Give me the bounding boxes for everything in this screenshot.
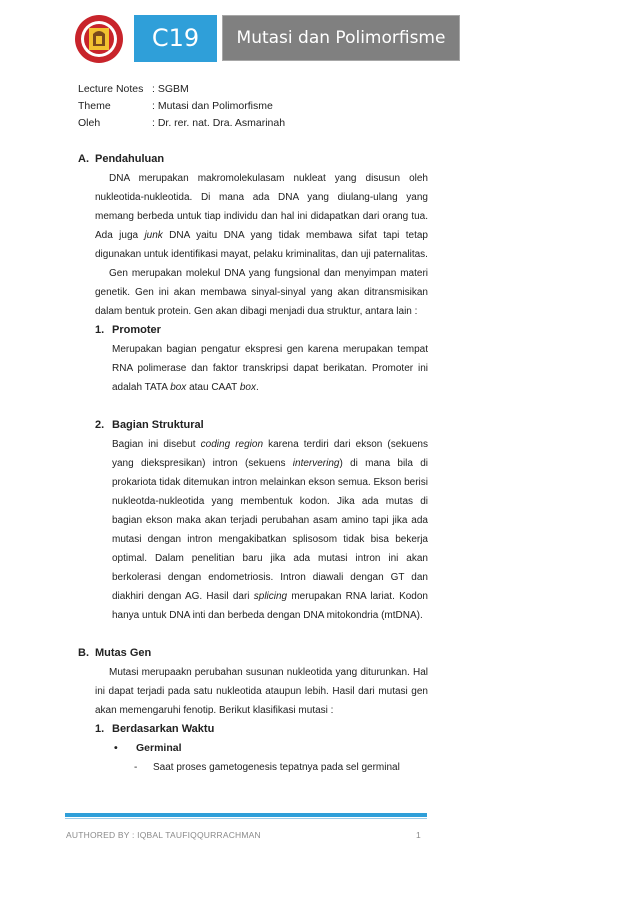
section-b-paragraph-1: Mutasi merupaakn perubahan susunan nukleotida yang diturunkan. Hal ini dapat terjadi pada satu nukleotida ataupun lebih. Hasil dari mutasi gen akan memengaruhi fenotip. Berikut klasifikasi mutasi :	[95, 667, 428, 716]
subsection-promoter-heading	[78, 321, 428, 340]
subsection-number: 1.	[95, 723, 105, 735]
subsection-number: 1.	[95, 324, 105, 336]
document-body	[78, 150, 428, 777]
chapter-title-box: Mutasi dan Polimorfisme	[222, 15, 460, 61]
subsection-promoter-text: Merupakan bagian pengatur ekspresi gen karena merupakan tempat RNA polimerase dan faktor transkripsi dapat berikatan. Promoter ini adalah TATA box atau CAAT box.	[112, 344, 428, 393]
meta-key: Theme	[78, 100, 111, 112]
meta-row-author	[78, 115, 285, 132]
section-b-heading	[78, 644, 428, 663]
bullet-text: Germinal	[136, 742, 182, 754]
meta-value: : SGBM	[152, 83, 189, 95]
italic-term-junk: junk	[144, 230, 163, 241]
footer-divider	[65, 813, 427, 817]
dash-icon: -	[134, 762, 138, 773]
subsection-number: 2.	[95, 419, 105, 431]
section-title: Mutas Gen	[95, 647, 152, 659]
bullet-item-germinal	[78, 739, 428, 758]
subsection-structural-text: Bagian ini disebut coding region karena terdiri dari ekson (sekuens yang diekspresikan) intron (sekuens intervering) di mana bila di prokariota tidak ditemukan intron melainkan ekson semua. Ekson berisi nukleotda-nukleotida yang membentuk kodon. Jika ada mutas di bagian ekson maka akan terjadi perubahan asam amino tapi jika ada mutasi dengan intron mengakibatkan splisosom tidak bisa bekerja optimal. Dalam penelitian baru jika ada mutasi intron ini akan berkolerasi dengan endometriosis. Intron diawali dengan GT dan diakhiri dengan AG. Hasil dari splicing merupakan RNA lariat. Kodon hanya untuk DNA inti dan berbeda dengan DNA mitokondria (mtDNA).	[112, 439, 428, 621]
subsection-waktu-heading	[78, 720, 428, 739]
subsection-title: Promoter	[112, 324, 161, 336]
section-a-paragraph-2: Gen merupakan molekul DNA yang fungsional dan menyimpan materi genetik. Gen ini akan membawa sinyal-sinyal yang akan ditransmisikan dalam bentuk protein. Gen akan dibagi menjadi dua struktur, antara lain :	[95, 268, 428, 317]
footer-divider-thin	[65, 818, 427, 819]
section-title: Pendahuluan	[95, 153, 165, 165]
subsection-title: Berdasarkan Waktu	[112, 723, 215, 735]
document-meta	[78, 81, 285, 132]
bullet-icon: •	[114, 742, 118, 754]
subsection-structural-heading	[78, 416, 428, 435]
dash-text: Saat proses gametogenesis tepatnya pada sel germinal	[153, 762, 400, 773]
section-number: A.	[78, 153, 89, 165]
subsection-title: Bagian Struktural	[112, 419, 204, 431]
page-number: 1	[416, 830, 421, 840]
meta-value: : Mutasi dan Polimorfisme	[152, 100, 273, 112]
chapter-code-box: C19	[134, 15, 217, 62]
meta-key: Lecture Notes	[78, 83, 144, 95]
meta-row-lecture-notes	[78, 81, 285, 98]
university-logo-icon	[74, 14, 124, 64]
section-number: B.	[78, 647, 89, 659]
dash-item	[78, 758, 428, 777]
section-a-paragraph-1: DNA merupakan makromolekulasam nukleat yang disusun oleh nukleotida-nukleotida. Di mana ada DNA yang diulang-ulang yang memang berbeda untuk tiap individu dan hal ini didapatkan dari orang tua. Ada juga junk DNA yaitu DNA yang tidak membawa sifat tapi tetap digunakan untuk identifikasi mayat, pelaku kriminalitas, dan uji paternalitas.	[95, 173, 428, 260]
section-a-heading	[78, 150, 428, 169]
meta-row-theme	[78, 98, 285, 115]
meta-value: : Dr. rer. nat. Dra. Asmarinah	[152, 117, 286, 129]
footer-author: AUTHORED BY : IQBAL TAUFIQQURRACHMAN	[66, 830, 261, 840]
meta-key: Oleh	[78, 117, 101, 129]
